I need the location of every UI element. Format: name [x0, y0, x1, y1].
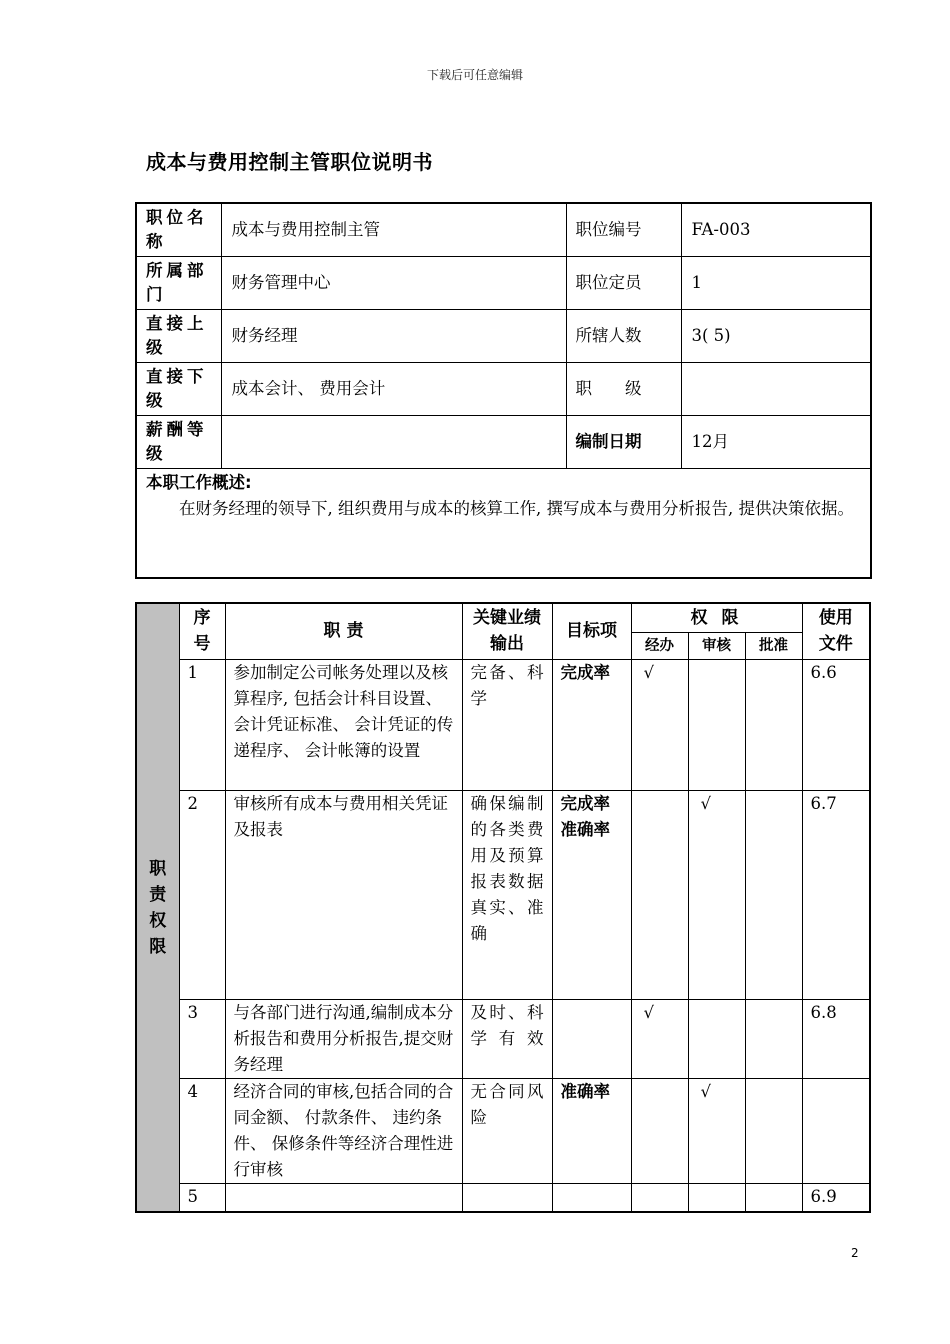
position-info-table — [135, 202, 872, 579]
duty-row — [136, 659, 870, 790]
duty-target — [552, 1183, 631, 1212]
duty-text: 经济合同的审核,包括合同的合同金额、 付款条件、 违约条件、 保修条件等经济合理性进行审核 — [225, 1078, 462, 1183]
info-value2: 12月 — [681, 416, 871, 469]
info-label: 直接下级 — [136, 363, 221, 416]
info-key2: 编制日期 — [566, 416, 681, 469]
duty-auth-handle: √ — [631, 659, 688, 790]
duty-doc: 6.9 — [802, 1183, 870, 1212]
side-label-char: 限 — [149, 936, 167, 957]
page-number: 2 — [851, 1246, 859, 1260]
duty-auth-review — [688, 999, 745, 1078]
duty-text: 参加制定公司帐务处理以及核算程序, 包括会计科目设置、 会计凭证标准、 会计凭证的传递程序、 会计帐簿的设置 — [225, 659, 462, 790]
duty-seq: 2 — [179, 790, 225, 999]
duty-kpi: 确保编制的各类费用及预算报表数据真实、准确 — [462, 790, 552, 999]
duty-doc: 6.7 — [802, 790, 870, 999]
header-authority: 权 限 — [631, 603, 802, 632]
info-label: 职位名称 — [136, 203, 221, 257]
side-label-char: 责 — [149, 884, 167, 905]
duty-auth-handle: √ — [631, 999, 688, 1078]
duty-kpi: 及时、科学有效 — [462, 999, 552, 1078]
info-row — [136, 416, 871, 469]
job-summary-text: 在财务经理的领导下, 组织费用与成本的核算工作, 撰写成本与费用分析报告, 提供决策依据。 — [179, 499, 854, 518]
duty-row — [136, 790, 870, 999]
duty-doc — [802, 1078, 870, 1183]
duty-auth-review: √ — [688, 790, 745, 999]
duty-auth-approve — [745, 999, 802, 1078]
side-label-char: 职 — [149, 858, 167, 879]
side-label-char: 权 — [149, 910, 167, 931]
info-key2: 所辖人数 — [566, 310, 681, 363]
duty-target — [552, 1078, 631, 1183]
header-auth-review: 审核 — [688, 632, 745, 659]
info-key2: 职位定员 — [566, 257, 681, 310]
duty-kpi — [462, 1183, 552, 1212]
duty-auth-handle — [631, 790, 688, 999]
job-summary-label: 本职工作概述: — [146, 473, 252, 492]
duty-seq: 3 — [179, 999, 225, 1078]
header-kpi: 关键业绩输出 — [462, 603, 552, 659]
duty-auth-handle — [631, 1078, 688, 1183]
duty-text: 与各部门进行沟通,编制成本分析报告和费用分析报告,提交财务经理 — [225, 999, 462, 1078]
info-row — [136, 257, 871, 310]
target-line: 准确率 — [560, 819, 610, 839]
header-auth-approve: 批准 — [745, 632, 802, 659]
side-label-duties-authority — [136, 603, 179, 1212]
duty-auth-approve — [745, 659, 802, 790]
header-doc: 使用文件 — [802, 603, 870, 659]
duty-auth-review: √ — [688, 1078, 745, 1183]
info-row — [136, 203, 871, 257]
duty-target — [552, 999, 631, 1078]
target-line: 完成率 — [560, 793, 610, 813]
duty-auth-review — [688, 659, 745, 790]
duty-text — [225, 1183, 462, 1212]
duty-auth-approve — [745, 1183, 802, 1212]
info-key2: 职位编号 — [566, 203, 681, 257]
info-row — [136, 363, 871, 416]
header-duty: 职 责 — [225, 603, 462, 659]
duty-seq: 5 — [179, 1183, 225, 1212]
info-label: 薪酬等级 — [136, 416, 221, 469]
duty-target — [552, 659, 631, 790]
duty-target — [552, 790, 631, 999]
target-line: 准确率 — [560, 1081, 610, 1101]
duty-kpi: 无合同风险 — [462, 1078, 552, 1183]
duties-authority-table — [135, 602, 871, 1213]
info-value: 成本会计、 费用会计 — [221, 363, 566, 416]
info-value2: 1 — [681, 257, 871, 310]
target-line: 完成率 — [560, 662, 610, 682]
duty-auth-approve — [745, 1078, 802, 1183]
duty-seq: 4 — [179, 1078, 225, 1183]
info-value: 财务管理中心 — [221, 257, 566, 310]
document-title: 成本与费用控制主管职位说明书 — [146, 150, 433, 174]
header-note: 下载后可任意编辑 — [426, 68, 523, 82]
duty-seq: 1 — [179, 659, 225, 790]
duty-doc: 6.8 — [802, 999, 870, 1078]
info-label: 直接上级 — [136, 310, 221, 363]
duty-row — [136, 1078, 870, 1183]
duty-auth-review — [688, 1183, 745, 1212]
info-value: 财务经理 — [221, 310, 566, 363]
info-value2 — [681, 363, 871, 416]
duty-text: 审核所有成本与费用相关凭证及报表 — [225, 790, 462, 999]
info-value2: FA-003 — [681, 203, 871, 257]
info-label: 所属部门 — [136, 257, 221, 310]
info-value: 成本与费用控制主管 — [221, 203, 566, 257]
header-seq: 序号 — [179, 603, 225, 659]
info-row — [136, 310, 871, 363]
duty-row — [136, 1183, 870, 1212]
header-auth-handle: 经办 — [631, 632, 688, 659]
job-summary-cell — [136, 469, 871, 579]
info-value2: 3( 5) — [681, 310, 871, 363]
info-key2: 职 级 — [566, 363, 681, 416]
duty-row — [136, 999, 870, 1078]
info-value — [221, 416, 566, 469]
duty-kpi: 完备、科学 — [462, 659, 552, 790]
duty-auth-handle — [631, 1183, 688, 1212]
duty-doc: 6.6 — [802, 659, 870, 790]
header-target: 目标项 — [552, 603, 631, 659]
duty-auth-approve — [745, 790, 802, 999]
